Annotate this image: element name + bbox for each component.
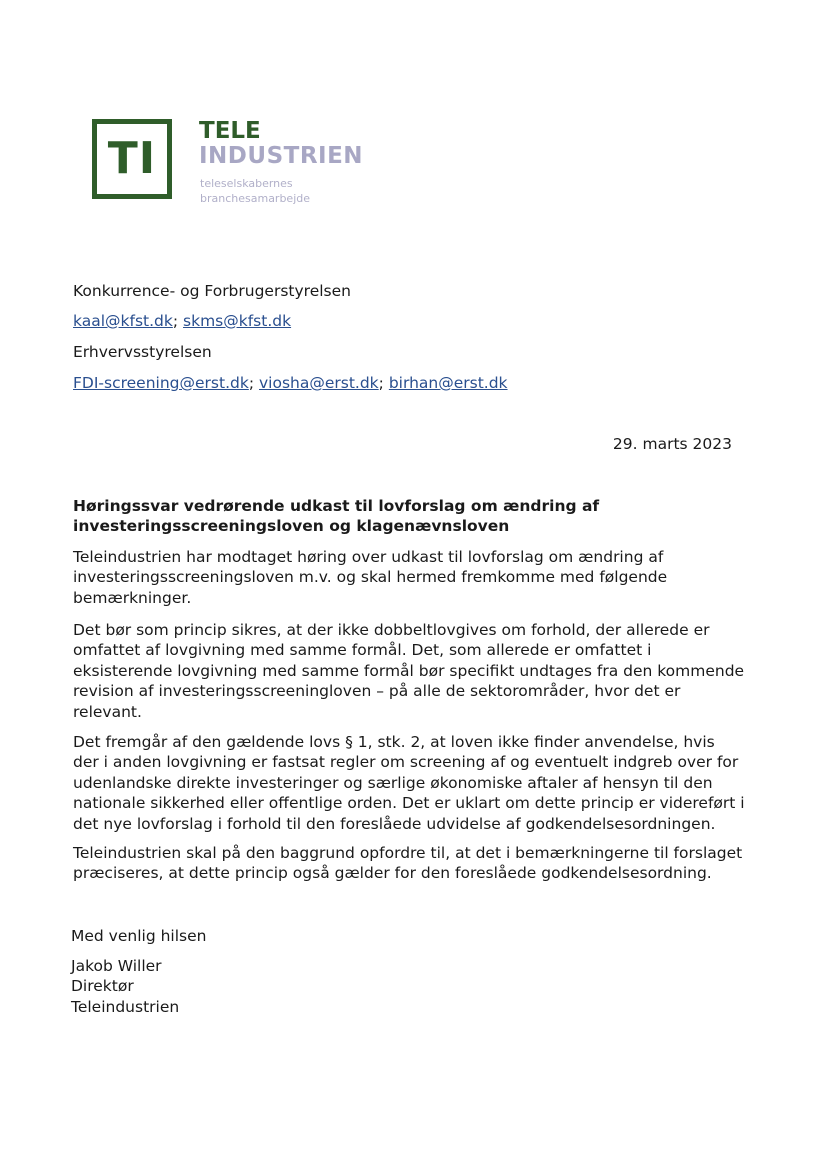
- recipient-agency-2: Erhvervsstyrelsen: [73, 343, 212, 361]
- recipient-agency-2-emails: [73, 373, 508, 393]
- paragraph-line: revision af investeringsscreeningloven – på alle de sektorområder, hvor det er: [73, 682, 681, 701]
- recipient-agency-1-emails: [73, 311, 291, 331]
- paragraph-line: nationale sikkerhed eller offentlige orden. Det er uklart om dette princip er videreført i: [73, 794, 745, 813]
- email-separator: ;: [378, 374, 384, 392]
- paragraph-line: det nye lovforslag i forhold til den foreslåede udvidelse af godkendelsesordningen.: [73, 814, 716, 833]
- email-link-birhan[interactable]: birhan@erst.dk: [388, 374, 508, 392]
- body-paragraph-1: [73, 547, 743, 608]
- subject-line: investeringsscreeningsloven og klagenævnsloven: [73, 517, 510, 535]
- body-paragraph-3: [73, 732, 743, 834]
- email-link-viosha[interactable]: viosha@erst.dk: [259, 374, 379, 392]
- recipient-agency-1: Konkurrence- og Forbrugerstyrelsen: [73, 282, 351, 300]
- body-paragraph-2: [73, 620, 743, 722]
- paragraph-line: bemærkninger.: [73, 588, 192, 607]
- paragraph-line: præciseres, at dette princip også gælder for den foreslåede godkendelsesordning.: [73, 864, 712, 883]
- ti-logo-icon: [92, 119, 172, 199]
- paragraph-line: investeringsscreeningsloven m.v. og skal hermed fremkomme med følgende: [73, 568, 668, 587]
- email-separator: ;: [248, 374, 255, 392]
- logo-name-line1: TELE: [199, 118, 261, 144]
- paragraph-line: relevant.: [73, 702, 142, 721]
- email-link-kaal[interactable]: kaal@kfst.dk: [73, 312, 173, 330]
- signer-organization: Teleindustrien: [71, 998, 180, 1016]
- paragraph-line: der i anden lovgivning er fastsat regler om screening af og eventuelt indgreb over for: [73, 753, 739, 772]
- email-link-fdi-screening[interactable]: FDI-screening@erst.dk: [73, 374, 249, 392]
- paragraph-line: Teleindustrien har modtaget høring over udkast til lovforslag om ændring af: [73, 548, 664, 566]
- subject-line: Høringssvar vedrørende udkast til lovforslag om ændring af: [73, 497, 600, 515]
- signer-title: Direktør: [71, 977, 134, 995]
- letter-subject: [73, 496, 733, 536]
- logo-mark: TI: [107, 133, 157, 184]
- letter-date: 29. marts 2023: [612, 435, 732, 453]
- paragraph-line: udenlandske direkte investeringer og særlige økonomiske aftaler af hensyn til den: [73, 773, 713, 792]
- paragraph-line: Det fremgår af den gældende lovs § 1, stk. 2, at loven ikke finder anvendelse, hvis: [73, 733, 715, 751]
- body-paragraph-4: [73, 843, 743, 884]
- logo-tagline-line2: branchesamarbejde: [200, 192, 311, 205]
- paragraph-line: eksisterende lovgivning med samme formål bør specifikt undtages fra den kommende: [73, 661, 745, 680]
- paragraph-line: Det bør som princip sikres, at der ikke dobbeltlovgives om forhold, der allerede er: [73, 621, 710, 639]
- logo-tagline-line1: teleselskabernes: [200, 177, 293, 190]
- logo-name-line2: INDUSTRIEN: [199, 143, 364, 169]
- paragraph-line: Teleindustrien skal på den baggrund opfordre til, at det i bemærkningerne til forslaget: [73, 844, 743, 862]
- email-separator: ;: [172, 312, 179, 330]
- email-link-skms[interactable]: skms@kfst.dk: [183, 312, 292, 330]
- paragraph-line: omfattet af lovgivning med samme formål. Det, som allerede er omfattet i: [73, 641, 652, 660]
- signer-name: Jakob Willer: [71, 957, 162, 975]
- closing-greeting: Med venlig hilsen: [71, 927, 207, 945]
